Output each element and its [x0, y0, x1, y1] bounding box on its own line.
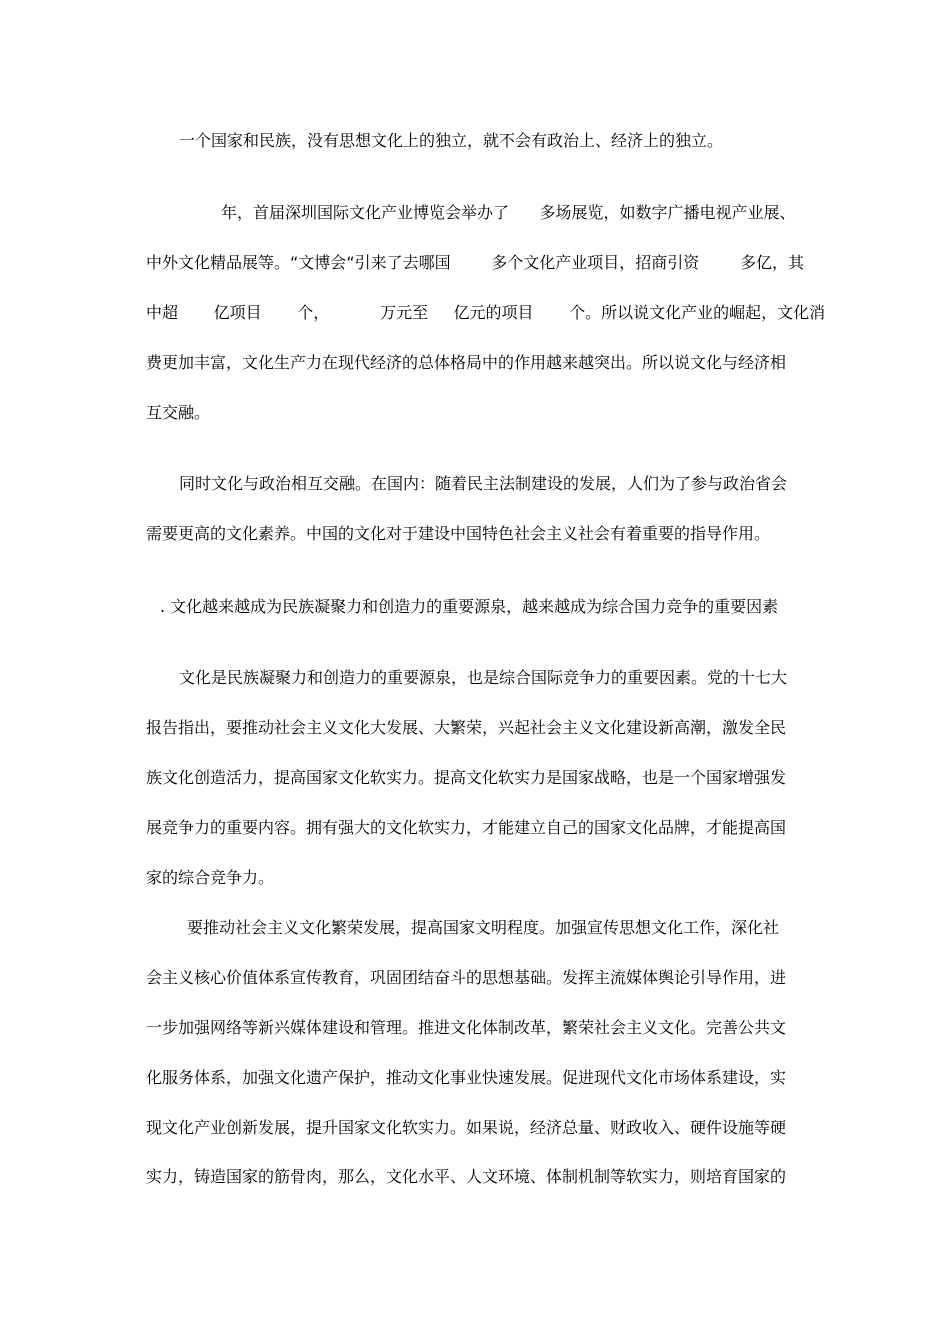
paragraph-2-line-5: 互交融。 — [146, 403, 211, 422]
paragraph-5-line-6: 实力，铸造国家的筋骨肉，那么，文化水平、人文环境、体制机制等软实力，则培育国家的 — [146, 1167, 787, 1186]
paragraph-2-line-3: 中超 亿项目 个， 万元至 亿元的项目 个。所以说文化产业的崛起，文化消 — [146, 303, 826, 322]
paragraph-5-line-5: 现文化产业创新发展，提升国家文化软实力。如果说，经济总量、财政收入、硬件设施等硬 — [146, 1118, 787, 1137]
paragraph-5-line-1: 要推动社会主义文化繁荣发展，提高国家文明程度。加强宣传思想文化工作，深化社 — [187, 918, 780, 937]
paragraph-5-line-2: 会主义核心价值体系宣传教育，巩固团结奋斗的思想基础。发挥主流媒体舆论引导作用，进 — [146, 968, 787, 987]
paragraph-3-line-1: 同时文化与政治相互交融。在国内：随着民主法制建设的发展，人们为了参与政治省会 — [179, 474, 788, 493]
paragraph-2-line-2: 中外文化精品展等。“文博会“引来了去哪国 多个文化产业项目，招商引资 多亿，其 — [146, 253, 804, 272]
paragraph-4-line-2: 报告指出，要推动社会主义文化大发展、大繁荣，兴起社会主义文化建设新高潮，激发全民 — [146, 718, 787, 737]
paragraph-5-line-3: 一步加强网络等新兴媒体建设和管理。推进文化体制改革，繁荣社会主义文化。完善公共文 — [146, 1018, 787, 1037]
paragraph-4-line-3: 族文化创造活力，提高国家文化软实力。提高文化软实力是国家战略，也是一个国家增强发 — [146, 768, 787, 787]
paragraph-2-line-4: 费更加丰富，文化生产力在现代经济的总体格局中的作用越来越突出。所以说文化与经济相 — [146, 353, 787, 372]
paragraph-4-line-4: 展竞争力的重要内容。拥有强大的文化软实力，才能建立自己的国家文化品牌，才能提高国 — [146, 818, 787, 837]
paragraph-2-line-1: 年，首届深圳国际文化产业博览会举办了 多场展览，如数字广播电视产业展、 — [221, 203, 796, 222]
paragraph-5-line-4: 化服务体系，加强文化遗产保护，推动文化事业快速发展。促进现代文化市场体系建设，实 — [146, 1068, 787, 1087]
paragraph-1-line-1: 一个国家和民族，没有思想文化上的独立，就不会有政治上、经济上的独立。 — [179, 131, 724, 150]
paragraph-4-line-5: 家的综合竞争力。 — [146, 868, 275, 887]
section-heading: . 文化越来越成为民族凝聚力和创造力的重要源泉，越来越成为综合国力竞争的重要因素 — [160, 597, 779, 616]
paragraph-3-line-2: 需要更高的文化素养。中国的文化对于建设中国特色社会主义社会有着重要的指导作用。 — [146, 524, 771, 543]
paragraph-4-line-1: 文化是民族凝聚力和创造力的重要源泉，也是综合国际竞争力的重要因素。党的十七大 — [179, 668, 788, 687]
